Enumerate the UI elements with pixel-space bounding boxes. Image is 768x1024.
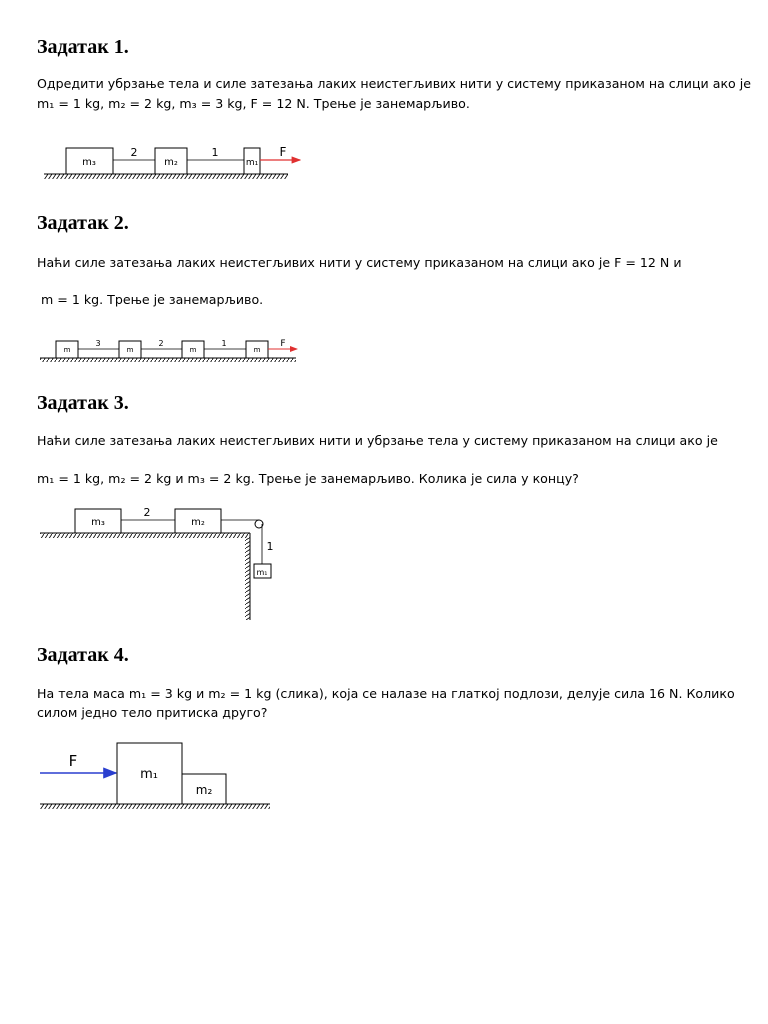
block-m-2-label: m — [126, 346, 134, 354]
task-4-text-line-2: силом једно тело притиска друго? — [37, 705, 268, 720]
task-2-text-line-1: Наћи силе затезања лаких неистегљивих нити у систему приказаном на слици ако је F = 12 N и — [37, 255, 682, 270]
rope-1-label: 1 — [211, 146, 219, 159]
block-m1-label: m₁ — [256, 568, 268, 577]
table-side-hatch — [245, 538, 250, 620]
task-2-text-line-2: m = 1 kg. Трење је занемарљиво. — [41, 292, 264, 307]
task-1-text-line-2: m₁ = 1 kg, m₂ = 2 kg, m₃ = 3 kg, F = 12 N. Трење је занемарљиво. — [37, 96, 470, 111]
force-label: F — [279, 145, 287, 159]
task-3-text-line-2: m₁ = 1 kg, m₂ = 2 kg и m₃ = 2 kg. Трење је занемарљиво. Колика је сила у концу? — [37, 471, 579, 486]
task-3-title: Задатак 3. — [37, 392, 129, 414]
block-m3-label: m₃ — [91, 517, 105, 528]
rope-2-label: 2 — [143, 506, 151, 519]
block-m-1-label: m — [63, 346, 71, 354]
figure-2 — [40, 339, 297, 362]
block-m-4-label: m — [253, 346, 261, 354]
rope-1-label: 1 — [221, 339, 227, 348]
force-label: F — [68, 752, 78, 770]
rope-2-label: 2 — [158, 339, 164, 348]
task-1-title: Задатак 1. — [37, 36, 129, 58]
block-m2-label: m₂ — [191, 517, 205, 528]
block-m1-label: m₁ — [140, 767, 158, 782]
block-m3-label: m₃ — [82, 157, 96, 168]
rope-1-label: 1 — [266, 540, 274, 553]
block-m2-label: m₂ — [164, 157, 178, 168]
figure-3 — [40, 506, 274, 620]
task-2-title: Задатак 2. — [37, 212, 129, 234]
table-hatch — [40, 533, 250, 538]
task-1-text-line-1: Одредити убрзање тела и силе затезања лаких неистегљивих нити у систему приказаном на слици ако је — [37, 76, 752, 91]
force-label: F — [280, 339, 286, 349]
rope-2-label: 2 — [130, 146, 138, 159]
figure-1 — [44, 145, 300, 179]
block-m-3-label: m — [189, 346, 197, 354]
ground-hatch — [40, 358, 296, 362]
ground-hatch — [40, 804, 270, 809]
figure-4 — [40, 743, 270, 809]
block-m2-label: m₂ — [195, 783, 213, 797]
task-3-text-line-1: Наћи силе затезања лаких неистегљивих нити и убрзање тела у систему приказаном на слици ако је — [37, 433, 718, 448]
task-4-text-line-1: На тела маса m₁ = 3 kg и m₂ = 1 kg (слика), која се налазе на глаткој подлози, делује сила 16 N. Колико — [37, 686, 735, 701]
task-4-title: Задатак 4. — [37, 644, 129, 666]
ground-hatch — [44, 174, 288, 179]
rope-3-label: 3 — [95, 339, 101, 348]
block-m1-label: m₁ — [245, 158, 259, 168]
